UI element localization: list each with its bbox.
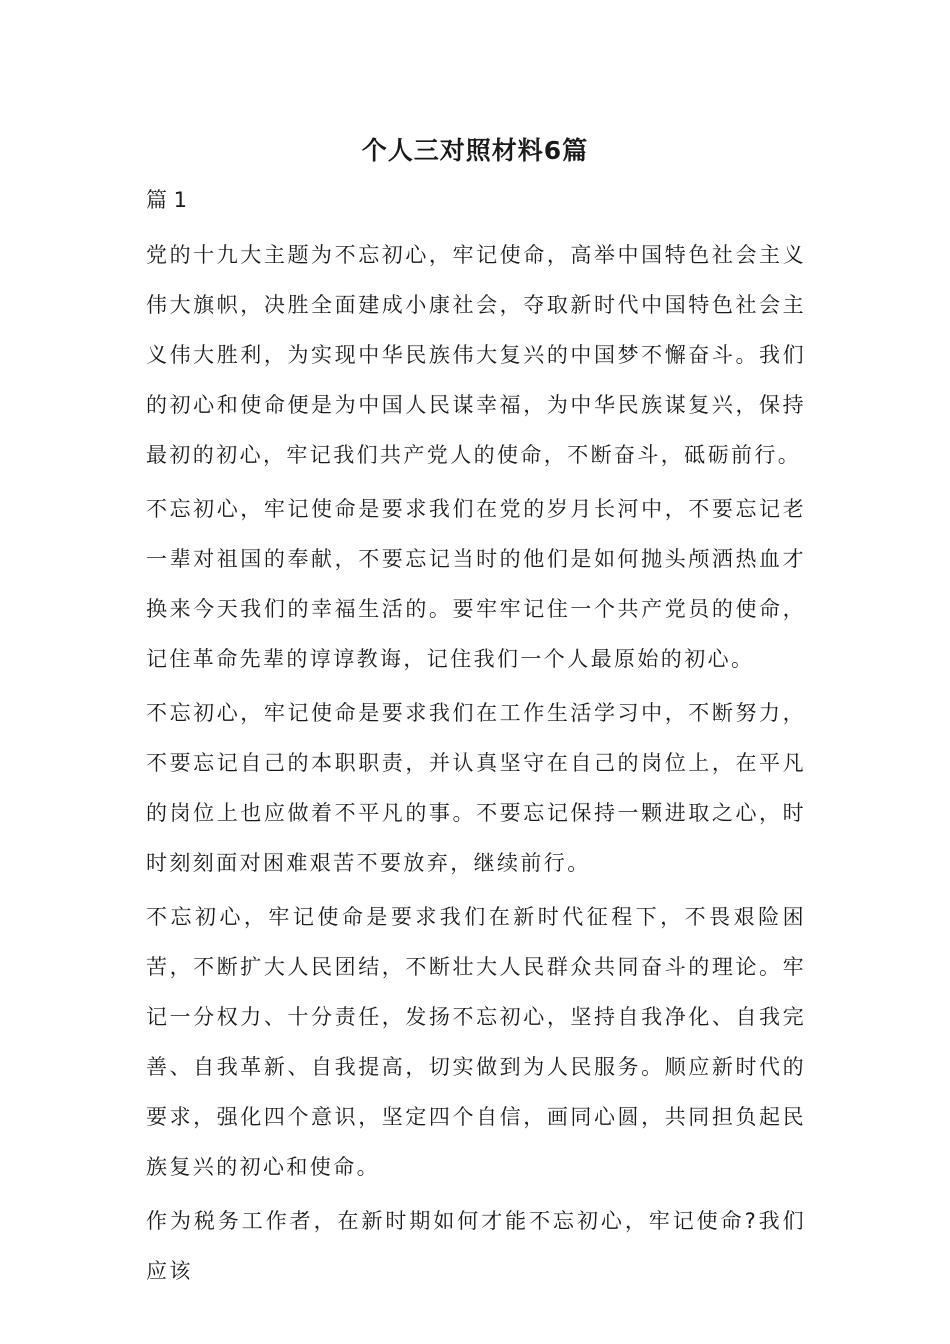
paragraph: 作为税务工作者，在新时期如何才能不忘初心，牢记使命?我们应该: [146, 1209, 806, 1283]
paragraph: 不忘初心，牢记使命是要求我们在新时代征程下，不畏艰险困苦，不断扩大人民团结，不断壮大人民群众共同奋斗的理论。牢记一分权力、十分责任，发扬不忘初心，坚持自我净化、自我完善、自我革新、自我提高，切实做到为人民服务。顺应新时代的要求，强化四个意识，坚定四个自信，画同心圆，共同担负起民族复兴的初心和使命。: [146, 905, 806, 1179]
document-title: 个人三对照材料6篇: [361, 136, 589, 165]
section-label: 篇 1: [146, 188, 188, 212]
document-body: [146, 230, 806, 1300]
paragraph: 党的十九大主题为不忘初心，牢记使命，高举中国特色社会主义伟大旗帜，决胜全面建成小康社会，夺取新时代中国特色社会主义伟大胜利，为实现中华民族伟大复兴的中国梦不懈奋斗。我们的初心和使命便是为中国人民谋幸福，为中华民族谋复兴，保持最初的初心，牢记我们共产党人的使命，不断奋斗，砥砺前行。: [146, 243, 806, 467]
paragraph: 不忘初心，牢记使命是要求我们在工作生活学习中，不断努力，不要忘记自己的本职职责，并认真坚守在自己的岗位上，在平凡的岗位上也应做着不平凡的事。不要忘记保持一颗进取之心，时时刻刻面对困难艰苦不要放弃，继续前行。: [146, 701, 806, 875]
paragraph: 不忘初心，牢记使命是要求我们在党的岁月长河中，不要忘记老一辈对祖国的奉献，不要忘记当时的他们是如何抛头颅洒热血才换来今天我们的幸福生活的。要牢牢记住一个共产党员的使命，记住革命先辈的谆谆教诲，记住我们一个人最原始的初心。: [146, 497, 806, 671]
